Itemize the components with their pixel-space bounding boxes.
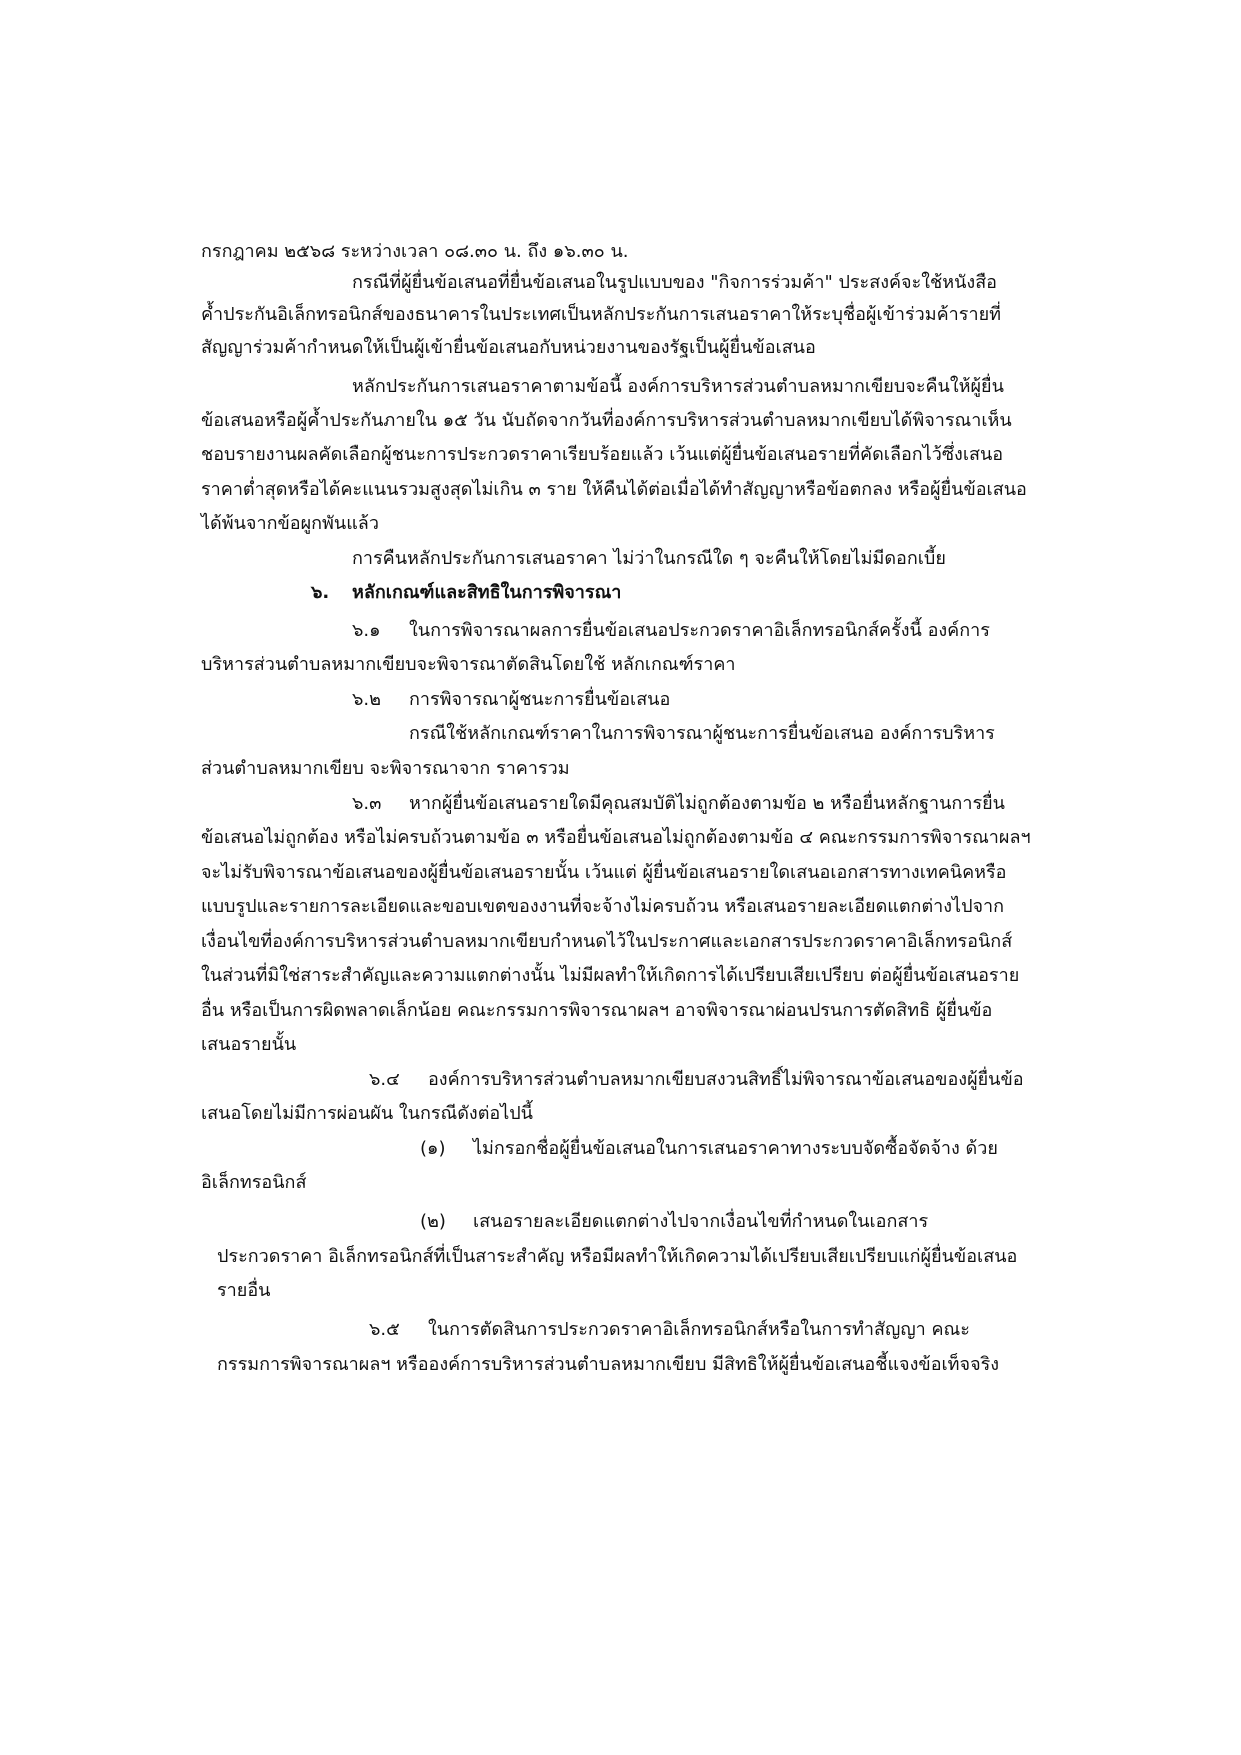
text-line: ข้อเสนอหรือผู้ค้ำประกันภายใน ๑๕ วัน นับถัดจากวันที่องค์การบริหารส่วนตำบลหมากเขียบได้พิจารณาเห็น [201, 410, 1012, 431]
text-line: สัญญาร่วมค้ากำหนดให้เป็นผู้เข้ายื่นข้อเสนอกับหน่วยงานของรัฐเป็นผู้ยื่นข้อเสนอ [201, 337, 816, 358]
item-number: ๖.๒ [352, 689, 382, 710]
text-line: รายอื่น [217, 1280, 271, 1301]
text-line: กรณีที่ผู้ยื่นข้อเสนอที่ยื่นข้อเสนอในรูปแบบของ "กิจการร่วมค้า" ประสงค์จะใช้หนังสือ [352, 272, 997, 293]
sub-item-number: (๑) [420, 1138, 446, 1159]
text-line: กรรมการพิจารณาผลฯ หรือองค์การบริหารส่วนตำบลหมากเขียบ มีสิทธิให้ผู้ยื่นข้อเสนอชี้แจงข้อเท็จจริง [217, 1354, 1000, 1375]
text-line: ส่วนตำบลหมากเขียบ จะพิจารณาจาก ราคารวม [201, 758, 570, 779]
text-line: ชอบรายงานผลคัดเลือกผู้ชนะการประกวดราคาเรียบร้อยแล้ว เว้นแต่ผู้ยื่นข้อเสนอรายที่คัดเลือกไว้ซึ่งเสนอ [201, 444, 1004, 465]
text-line: ในการตัดสินการประกวดราคาอิเล็กทรอนิกส์หรือในการทำสัญญา คณะ [428, 1319, 970, 1340]
text-line: จะไม่รับพิจารณาข้อเสนอของผู้ยื่นข้อเสนอรายนั้น เว้นแต่ ผู้ยื่นข้อเสนอรายใดเสนอเอกสารทางเทคนิคหรือ [201, 862, 1007, 883]
text-line: ประกวดราคา อิเล็กทรอนิกส์ที่เป็นสาระสำคัญ หรือมีผลทำให้เกิดความได้เปรียบเสียเปรียบแก่ผู้ยื่นข้อเสนอ [217, 1246, 1018, 1267]
text-line: ข้อเสนอไม่ถูกต้อง หรือไม่ครบถ้วนตามข้อ ๓ หรือยื่นข้อเสนอไม่ถูกต้องตามข้อ ๔ คณะกรรมการพิจารณาผลฯ [201, 827, 1031, 848]
section-number: ๖. [311, 582, 330, 603]
text-line: ราคาต่ำสุดหรือได้คะแนนรวมสูงสุดไม่เกิน ๓ ราย ให้คืนได้ต่อเมื่อได้ทำสัญญาหรือข้อตกลง หรือผู้ยื่นข้อเสนอ [201, 479, 1027, 500]
text-line: หากผู้ยื่นข้อเสนอรายใดมีคุณสมบัติไม่ถูกต้องตามข้อ ๒ หรือยื่นหลักฐานการยื่น [409, 793, 1005, 814]
text-line: ค้ำประกันอิเล็กทรอนิกส์ของธนาคารในประเทศเป็นหลักประกันการเสนอราคาให้ระบุชื่อผู้เข้าร่วมค้ารายที่ [201, 304, 1001, 325]
sub-item-number: (๒) [420, 1211, 446, 1232]
text-line: อิเล็กทรอนิกส์ [201, 1172, 307, 1193]
text-line: กรณีใช้หลักเกณฑ์ราคาในการพิจารณาผู้ชนะการยื่นข้อเสนอ องค์การบริหาร [409, 723, 995, 744]
item-number: ๖.๑ [352, 620, 381, 641]
text-line: หลักประกันการเสนอราคาตามข้อนี้ องค์การบริหารส่วนตำบลหมากเขียบจะคืนให้ผู้ยื่น [352, 376, 1004, 397]
section-heading: หลักเกณฑ์และสิทธิในการพิจารณา [352, 582, 622, 603]
text-line: ได้พ้นจากข้อผูกพันแล้ว [201, 513, 379, 534]
text-line: แบบรูปและรายการละเอียดและขอบเขตของงานที่จะจ้างไม่ครบถ้วน หรือเสนอรายละเอียดแตกต่างไปจาก [201, 896, 1005, 917]
item-number: ๖.๔ [369, 1069, 400, 1090]
item-number: ๖.๓ [352, 793, 382, 814]
text-line: การคืนหลักประกันการเสนอราคา ไม่ว่าในกรณีใด ๆ จะคืนให้โดยไม่มีดอกเบี้ย [352, 548, 946, 569]
text-line: การพิจารณาผู้ชนะการยื่นข้อเสนอ [409, 689, 671, 710]
text-line: ในส่วนที่มิใช่สาระสำคัญและความแตกต่างนั้น ไม่มีผลทำให้เกิดการได้เปรียบเสียเปรียบ ต่อผู้ยื่นข้อเสนอราย [201, 965, 1020, 986]
text-line: องค์การบริหารส่วนตำบลหมากเขียบสงวนสิทธิ์ไม่พิจารณาข้อเสนอของผู้ยื่นข้อ [428, 1069, 1024, 1090]
text-line: เสนอโดยไม่มีการผ่อนผัน ในกรณีดังต่อไปนี้ [201, 1103, 533, 1124]
text-line: ไม่กรอกชื่อผู้ยื่นข้อเสนอในการเสนอราคาทางระบบจัดซื้อจัดจ้าง ด้วย [473, 1138, 998, 1159]
text-line: กรกฎาคม ๒๕๖๘ ระหว่างเวลา ๐๘.๓๐ น. ถึง ๑๖.๓๐ น. [201, 241, 629, 262]
text-line: เสนอรายละเอียดแตกต่างไปจากเงื่อนไขที่กำหนดในเอกสาร [473, 1211, 929, 1232]
text-line: อื่น หรือเป็นการผิดพลาดเล็กน้อย คณะกรรมการพิจารณาผลฯ อาจพิจารณาผ่อนปรนการตัดสิทธิ ผู้ยื่นข้อ [201, 1000, 993, 1021]
item-number: ๖.๕ [369, 1319, 400, 1340]
text-line: ในการพิจารณาผลการยื่นข้อเสนอประกวดราคาอิเล็กทรอนิกส์ครั้งนี้ องค์การ [409, 620, 990, 641]
text-line: เสนอรายนั้น [201, 1034, 297, 1055]
text-line: เงื่อนไขที่องค์การบริหารส่วนตำบลหมากเขียบกำหนดไว้ในประกาศและเอกสารประกวดราคาอิเล็กทรอนิกส์ [201, 931, 1013, 952]
text-line: บริหารส่วนตำบลหมากเขียบจะพิจารณาตัดสินโดยใช้ หลักเกณฑ์ราคา [201, 654, 736, 675]
